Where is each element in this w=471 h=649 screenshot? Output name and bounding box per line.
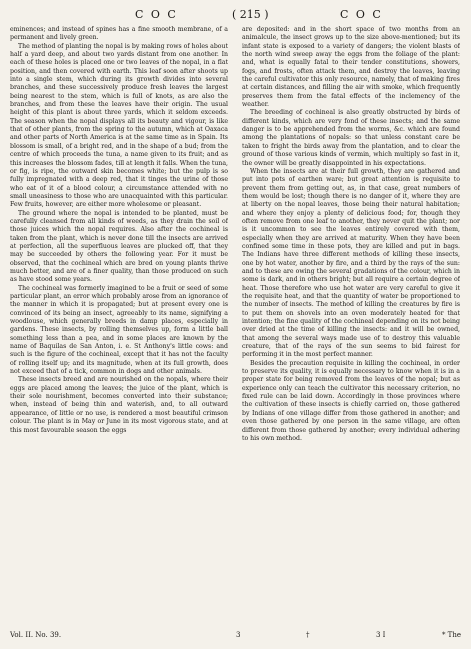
text-columns [10,26,461,626]
volume-number: Vol. II. No. 39. [10,631,62,639]
catchword: * The [441,631,461,639]
paragraph: The method of planting the nopal is by making rows of holes about half a yard deep, and about two yards distant from one another. In each of these holes is placed one or two leaves of the nopal, in a flat position, and then covered with earth. This leaf soon after shoots up into a single stem, which during its growth divides into several branches, and these successively produce fresh leaves the largest being nearest to the stem, which is full of knots, as are also the branches, and from these the leaves have their origin. The usual height of this plant is about three yards, which it seldom exceeds. The season when the nopal displays all its beauty and vigour, is like that of other plants, from the spring to the autumn, which at Oaxaca and other parts of North America is at the same time as in Spain. Its blossom is small, of a bright red, and in the shape of a bud; from the centre of which proceeds the tuna, a name given to its fruit; and as this increases the blossom fades, till at length it falls. When the tuna, or fig, is ripe, the outward skin becomes white; but the pulp is so fully impregnated with a deep red, that it tinges the urine of those who eat of it of a blood colour, a circumstance attended with no small uneasiness to those who are unacquainted with this particular. Few fruits, however, are either more wholesome or pleasant. [10,42,228,209]
right-column [242,26,460,626]
page-number: ( 215 ) [232,8,269,21]
running-header [10,8,461,26]
header-right-word: C O C [340,8,383,21]
paragraph: eminences; and instead of spines has a fine smooth membrane, of a permanent and lively green. [10,26,228,42]
page-footer [10,631,461,645]
paragraph: The breeding of cochineal is also greatly obstructed by birds of different kinds, which are very fond of these insects; and the same danger is to be apprehended from the worms, &c. which are found among the plantations of nopals: so that unless constant care be taken to fright the birds away from the plantation, and to clear the ground of those various kinds of vermin, which multiply so fast in it, the owner will be greatly disappointed in his expectations. [242,109,460,167]
paragraph: When the insects are at their full growth, they are gathered and put into pots of earthen ware; but great attention is requisite to prevent them from getting out, as, in that case, great numbers of them would be lost; though there is no danger of it, where they are at liberty on the nopal leaves, those being their natural habitation; and where they enjoy a plenty of delicious food; for, though they often remove from one leaf to another, they never quit the plant; nor is it uncommon to see the leaves entirely covered with them, especially when they are arrived at maturity. When they have been confined some time in these pots, they are killed and put in bags. The Indians have three different methods of killing these insects, one by hot water, another by fire, and a third by the rays of the sun: and to these are owing the several gradations of the colour, which in some is dark, and in others bright; but all require a certain degree of heat. Those therefore who use hot water are very careful to give it the requisite heat, and that the quantity of water be proportioned to the number of insects. The method of killing the creatures by fire is to put them on shovels into an oven moderately heated for that intention; the fine quality of the cochineal depending on its not being over dried at the time of killing the insects: and it will be owned, that among the several ways made use of to destroy this valuable creature, that of the rays of the sun seems to bid fairest for performing it in the most perfect manner. [242,167,460,359]
dagger-mark: † [306,631,310,639]
signature-mark: 3 [236,631,241,639]
header-left-word: C O C [135,8,178,21]
paragraph: Besides the precaution requisite in killing the cochineal, in order to preserve its quality, it is equally necessary to know when it is in a proper state for being removed from the leaves of the nopal; but as experience only can teach the cultivator this necessary criterion, no fixed rule can be laid down. Accordingly in those provinces where the cultivation of these insects is chiefly carried on, those gathered by Indians of one village differ from those gathered in another; and even those gathered by one person in the same village, are often different from those gathered by another; every individual adhering to his own method. [242,359,460,442]
signature-mark-2: 3 I [376,631,386,639]
left-column [10,26,228,626]
paragraph: The cochineal was formerly imagined to be a fruit or seed of some particular plant, an error which probably arose from an ignorance of the manner in which it is propagated; but at present every one is convinced of its being an insect, agreeably to its name, signifying a woodlouse, which generally breeds in damp places, especially in gardens. These insects, by rolling themselves up, form a little ball something less than a pea, and in some places are known by the name of Baquilas de San Anton, i. e. St Anthony's little cows: and such is the figure of the cochineal, except that it has not the faculty of rolling itself up; and its magnitude, when at its full growth, does not exceed that of a tick, common in dogs and other animals. [10,284,228,376]
paragraph: are deposited: and in the short space of two months from an animalcule, the insect grows up to the size above-mentioned; but its infant state is exposed to a variety of dangers; the violent blasts of the north wind sweep away the eggs from the foliage of the plant: and, what is equally fatal to their tender constitutions, showers, fogs, and frosts, often attack them, and destroy the leaves, leaving the careful cultivator this only resource, namely, that of making fires at certain distances, and filling the air with smoke, which frequently preserves them from the fatal effects of the inclemency of the weather. [242,26,460,109]
paragraph: The ground where the nopal is intended to be planted, must be carefully cleansed from all kinds of weeds, as they drain the soil of those juices which the nopal requires. Also after the cochineal is taken from the plant, which is never done till the insects are arrived at perfection, all the superfluous leaves are plucked off, that they may be succeeded by others the following year. For it must be observed, that the cochineal which are bred on young plants thrive much better, and are of a finer quality, than those produced on such as have stood some years. [10,209,228,284]
paragraph: These insects breed and are nourished on the nopals, where their eggs are placed among the leaves; the juice of the plant, which is their sole nourishment, becomes converted into their substance; when, instead of being thin and waterish, and, to all outward appearance, of little or no use, is rendered a most beautiful crimson colour. The plant is in May or June in its most vigorous state, and at this most favourable season the eggs [10,376,228,434]
